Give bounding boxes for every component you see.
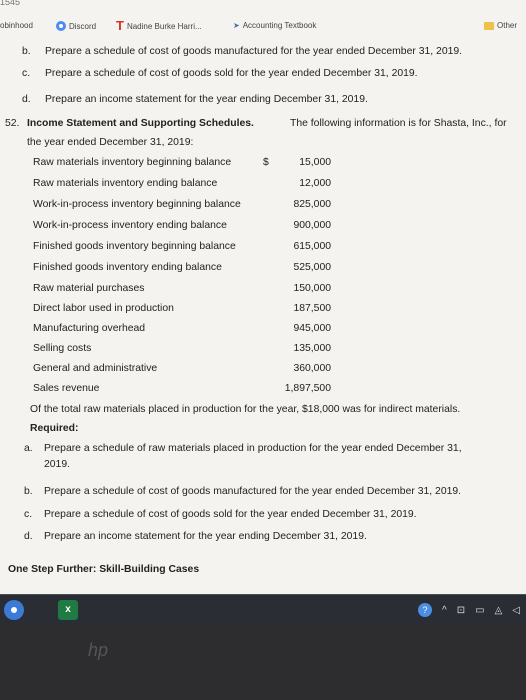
chevron-up-icon[interactable]: ^ [442, 604, 447, 616]
bookmark-accounting[interactable] [233, 21, 316, 30]
problem-title: Income Statement and Supporting Schedules. [27, 118, 254, 129]
excel-icon[interactable] [58, 600, 78, 620]
help-icon[interactable] [418, 603, 432, 617]
table-row-amount: 150,000 [293, 283, 331, 294]
table-row-label: Raw material purchases [33, 283, 145, 294]
required-item-a-letter: a. [24, 443, 33, 454]
table-row-label: Finished goods inventory ending balance [33, 262, 222, 273]
network-icon[interactable]: ⊡ [456, 604, 466, 616]
table-row-amount: 615,000 [293, 241, 331, 252]
table-row-amount: 900,000 [293, 220, 331, 231]
table-row-amount: 825,000 [293, 199, 331, 210]
table-row-amount: 1,897,500 [284, 383, 331, 394]
required-item-a-text: Prepare a schedule of raw materials placed in production for the year ended December 31, [44, 443, 462, 454]
table-row-amount: 187,500 [293, 303, 331, 314]
section-heading: One Step Further: Skill-Building Cases [8, 564, 200, 575]
battery-icon[interactable]: ▭ [475, 604, 485, 616]
volume-icon[interactable]: ◁ [512, 604, 520, 616]
table-row-label: Raw materials inventory ending balance [33, 178, 218, 189]
required-label: Required: [30, 423, 79, 434]
table-row-label: Sales revenue [33, 383, 100, 394]
bookmark-discord[interactable] [56, 21, 96, 31]
top-item-d-letter: d. [22, 94, 31, 105]
taskbar [0, 594, 526, 625]
bookmark-robinhood[interactable] [0, 21, 33, 30]
help-label: ? [422, 605, 428, 615]
table-row-label: Finished goods inventory beginning balance [33, 241, 236, 252]
folder-icon [484, 22, 494, 30]
required-item-b-text: Prepare a schedule of cost of goods manufactured for the year ended December 31, 2019. [44, 486, 462, 497]
table-row-amount: 12,000 [299, 178, 331, 189]
required-item-c-text: Prepare a schedule of cost of goods sold for the year ended December 31, 2019. [44, 509, 417, 520]
table-row-amount: 945,000 [293, 323, 331, 334]
required-item-d-letter: d. [24, 531, 33, 542]
excel-label: x [65, 604, 71, 615]
arrow-icon: ➤ [233, 21, 240, 30]
required-item-b-letter: b. [24, 486, 33, 497]
hp-logo: hp [88, 640, 109, 660]
page-number: 1545 [0, 0, 21, 7]
top-item-c-text: Prepare a schedule of cost of goods sold for the year ended December 31, 2019. [45, 68, 418, 79]
bookmarks-bar [0, 18, 526, 37]
table-row-amount: 525,000 [293, 262, 331, 273]
table-row-label: Raw materials inventory beginning balance [33, 157, 232, 168]
required-item-d-text: Prepare an income statement for the year ending December 31, 2019. [44, 531, 367, 542]
t-logo-icon: T [116, 18, 124, 33]
google-icon [56, 21, 66, 31]
table-row-amount: 15,000 [299, 157, 331, 168]
table-row-label: Manufacturing overhead [33, 323, 146, 334]
top-item-d-text: Prepare an income statement for the year ending December 31, 2019. [45, 94, 368, 105]
indirect-materials-note: Of the total raw materials placed in production for the year, $18,000 was for indirect materials. [30, 404, 461, 415]
bookmark-label: Discord [69, 21, 97, 31]
problem-intro-1: The following information is for Shasta, Inc., for [290, 118, 507, 129]
table-row-label: Selling costs [33, 343, 92, 354]
table-row-amount: 135,000 [293, 343, 331, 354]
table-row-label: Work-in-process inventory beginning balance [33, 199, 241, 210]
table-row-amount: 360,000 [293, 363, 331, 374]
problem-number: 52. [5, 118, 20, 129]
system-tray [418, 603, 520, 617]
bookmark-other[interactable] [484, 21, 517, 30]
bookmark-label: Nadine Burke Harri... [126, 21, 202, 31]
top-item-b-letter: b. [22, 46, 31, 57]
top-item-c-letter: c. [22, 68, 31, 79]
required-item-c-letter: c. [24, 509, 33, 520]
bookmark-label: Other [497, 21, 518, 30]
bookmark-label: Accounting Textbook [242, 21, 317, 30]
currency-symbol: $ [263, 157, 269, 168]
bookmark-label: obinhood [0, 21, 33, 30]
problem-intro-2: the year ended December 31, 2019: [27, 137, 194, 148]
table-row-label: Direct labor used in production [33, 303, 174, 314]
table-row-label: General and administrative [33, 363, 158, 374]
chrome-icon[interactable] [4, 600, 24, 620]
table-row-label: Work-in-process inventory ending balance [33, 220, 227, 231]
required-item-a-text-2: 2019. [44, 459, 71, 470]
bookmark-nadine[interactable] [116, 18, 202, 33]
top-item-b-text: Prepare a schedule of cost of goods manufactured for the year ended December 31, 2019. [45, 46, 463, 57]
monitor-bezel [0, 625, 526, 700]
wifi-icon[interactable]: ◬ [494, 604, 503, 616]
